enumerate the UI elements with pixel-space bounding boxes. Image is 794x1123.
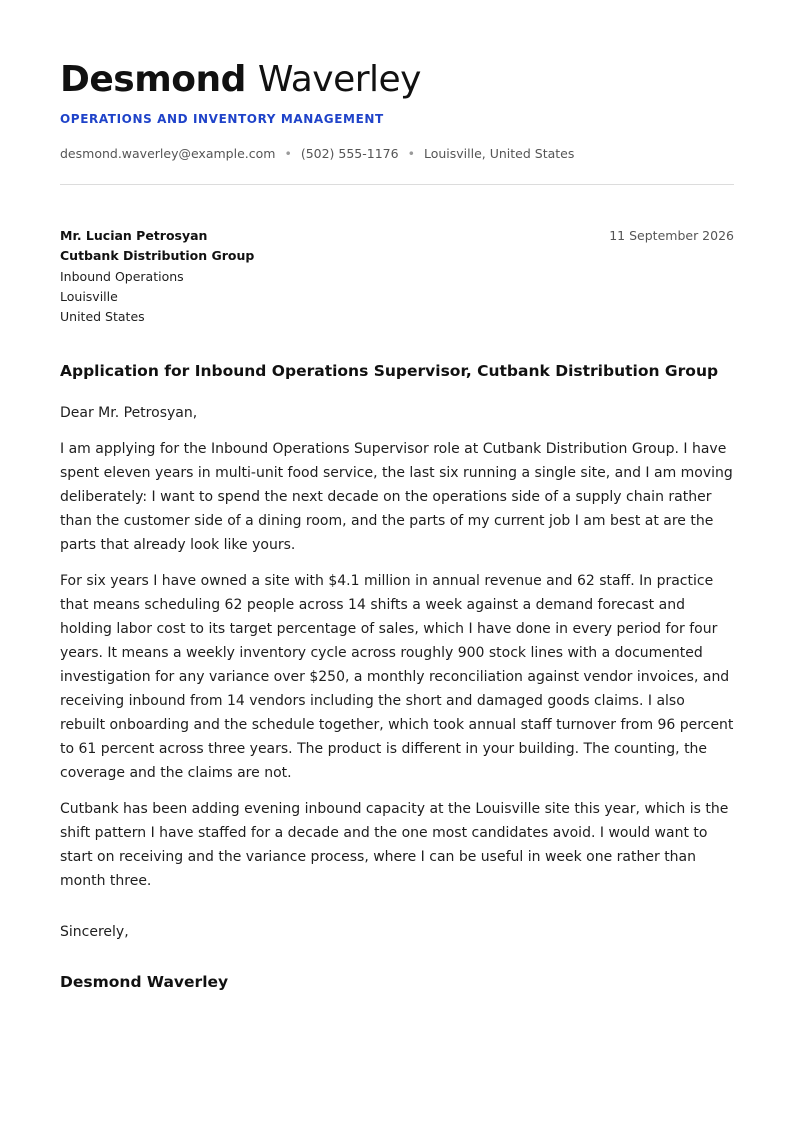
closing: Sincerely, <box>60 924 129 940</box>
header-divider <box>60 184 734 185</box>
recipient-block <box>60 226 254 327</box>
recipient-country: United States <box>60 309 145 325</box>
recipient-company: Cutbank Distribution Group <box>60 248 255 264</box>
body-paragraph: I am applying for the Inbound Operations Supervisor role at Cutbank Distribution Group. I have spent eleven years in multi-unit food service, the last six running a single site, and I am moving deliberately: I want to spend the next decade on the operations side of a supply chain rather than the customer side of a dining room, and the parts of my current job I am best at are the parts that already look like yours. <box>60 441 733 553</box>
salutation: Dear Mr. Petrosyan, <box>60 405 198 421</box>
letter-subject: Application for Inbound Operations Supervisor, Cutbank Distribution Group <box>60 362 719 380</box>
contact-separator: • <box>407 146 415 161</box>
letter-body <box>60 401 734 905</box>
body-paragraph: Cutbank has been adding evening inbound capacity at the Louisville site this year, which is the shift pattern I have staffed for a decade and the one most candidates avoid. I would want to start on receiving and the variance process, where I can be useful in week one rather than month three. <box>60 801 729 889</box>
contact-separator: • <box>284 146 292 161</box>
contact-line <box>60 145 574 163</box>
letter-date: 11 September 2026 <box>609 228 734 243</box>
applicant-last-name: Waverley <box>257 59 421 100</box>
signature-name: Desmond Waverley <box>60 973 229 991</box>
contact-phone: (502) 555-1176 <box>300 146 399 161</box>
contact-email: desmond.waverley@example.com <box>60 146 276 161</box>
recipient-city: Louisville <box>60 288 118 304</box>
body-paragraph: For six years I have owned a site with $4.1 million in annual revenue and 62 staff. In practice that means scheduling 62 people across 14 shifts a week against a demand forecast and holding labor cost to its target percentage of sales, which I have done in every period for four years. It means a weekly inventory cycle across roughly 900 stock lines with a documented investigation for any variance over $250, a monthly reconciliation against vendor invoices, and receiving inbound from 14 vendors including the short and damaged goods claims. I also rebuilt onboarding and the schedule together, which took annual staff turnover from 96 percent to 61 percent across three years. The product is different in your building. The counting, the coverage and the claims are not. <box>60 573 734 781</box>
applicant-name <box>60 56 421 104</box>
applicant-title: OPERATIONS AND INVENTORY MANAGEMENT <box>60 112 384 126</box>
applicant-first-name: Desmond <box>60 59 246 100</box>
recipient-name: Mr. Lucian Petrosyan <box>60 228 208 243</box>
contact-location: Louisville, United States <box>423 146 575 161</box>
recipient-department: Inbound Operations <box>60 268 184 284</box>
